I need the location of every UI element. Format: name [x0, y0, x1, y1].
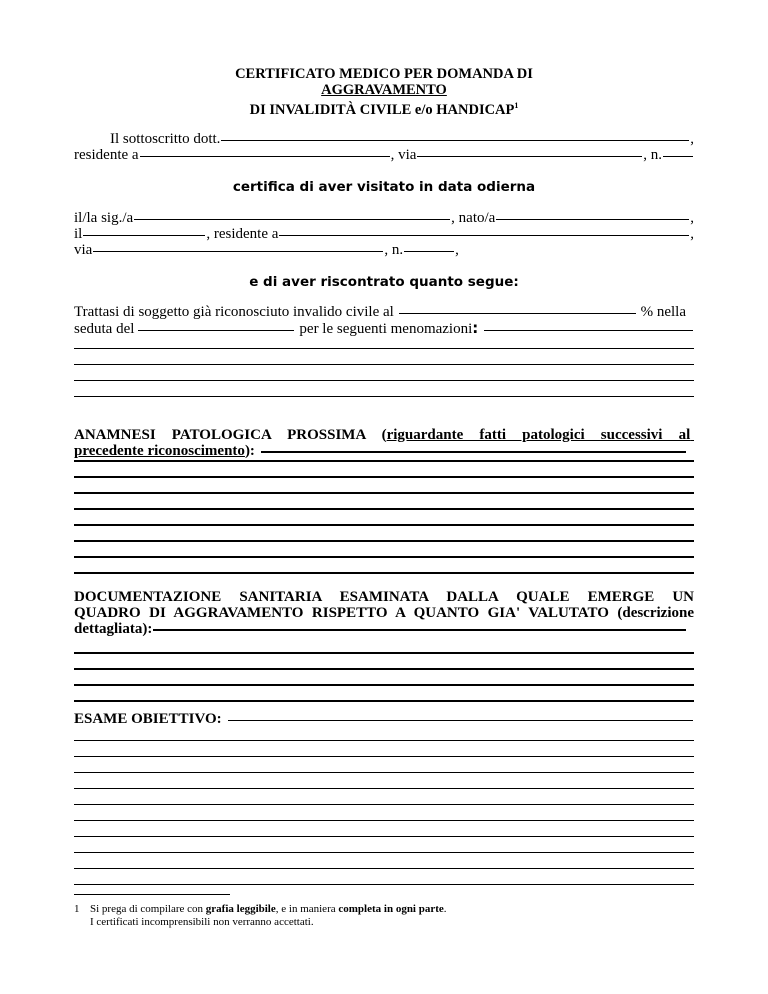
invalidity-intro: Trattasi di soggetto già riconosciuto invalido civile al — [74, 304, 394, 320]
patient-birthdate-field[interactable] — [83, 235, 205, 236]
esame-line[interactable] — [74, 836, 694, 837]
menomazioni-line[interactable] — [74, 380, 694, 381]
documentazione-line[interactable] — [74, 700, 694, 702]
menomazioni-line[interactable] — [74, 396, 694, 397]
title-line-3-wrap — [74, 98, 694, 118]
patient-residence-field[interactable] — [279, 235, 689, 236]
patient-birthplace-field[interactable] — [496, 219, 689, 220]
documentazione-heading-2: QUADRO DI AGGRAVAMENTO RISPETTO A QUANTO GIA' VALUTATO (descrizione — [74, 605, 694, 621]
doctor-residence-field[interactable] — [140, 156, 390, 157]
title-line-1: CERTIFICATO MEDICO PER DOMANDA DI — [235, 66, 533, 82]
anamnesi-heading: ANAMNESI PATOLOGICA PROSSIMA ( — [74, 427, 387, 443]
documentazione-field[interactable] — [153, 629, 686, 631]
patient-n-label: , n. — [384, 242, 404, 258]
documentazione-line[interactable] — [74, 684, 694, 686]
patient-residente-label: , residente a — [206, 226, 279, 242]
certifica-heading: certifica di aver visitato in data odierna — [232, 179, 536, 195]
esame-line — [74, 711, 694, 728]
invalidity-line-1 — [74, 304, 694, 321]
doctor-residente-label: residente a — [74, 147, 139, 163]
invalidity-line-2 — [74, 320, 694, 338]
patient-via-label: via — [74, 242, 93, 258]
anamnesi-line[interactable] — [74, 524, 694, 526]
esame-line[interactable] — [74, 820, 694, 821]
invalidity-percent-label: % nella — [640, 304, 686, 320]
anamnesi-line[interactable] — [74, 460, 694, 462]
esame-line[interactable] — [74, 788, 694, 789]
doctor-number-field[interactable] — [663, 156, 693, 157]
anamnesi-line-2 — [74, 443, 694, 460]
sottoscritto-label: Il sottoscritto dott. — [110, 131, 221, 147]
anamnesi-line[interactable] — [74, 508, 694, 510]
doctor-line-comma: , — [690, 131, 694, 147]
doctor-n-label: , n. — [643, 147, 662, 163]
patient-il-label: il — [74, 226, 83, 242]
documentazione-line[interactable] — [74, 668, 694, 670]
menomazioni-field[interactable] — [484, 330, 693, 331]
esame-field[interactable] — [228, 720, 693, 721]
seduta-date-field[interactable] — [138, 330, 294, 331]
title-footnote-mark: 1 — [514, 101, 519, 110]
anamnesi-paren-text: riguardante fatti patologici successivi al — [386, 427, 691, 443]
esame-line[interactable] — [74, 852, 694, 853]
anamnesi-line[interactable] — [74, 572, 694, 574]
seduta-label: seduta del — [74, 321, 135, 337]
esame-line[interactable] — [74, 868, 694, 869]
footnote-text-d: completa in ogni parte — [338, 903, 444, 915]
footnote-text-e: . — [443, 903, 447, 915]
menomazioni-line[interactable] — [74, 364, 694, 365]
patient-name-field[interactable] — [134, 219, 450, 220]
patient-sig-label: il/la sig./a — [74, 210, 134, 226]
anamnesi-colon: ): — [244, 443, 255, 459]
doctor-via-field[interactable] — [417, 156, 642, 157]
esame-line[interactable] — [74, 884, 694, 885]
footnote-separator — [74, 894, 230, 895]
anamnesi-heading-line — [74, 427, 694, 444]
esame-heading: ESAME OBIETTIVO: — [74, 711, 222, 727]
footnote-text-b: grafia leggibile — [205, 903, 276, 915]
esame-line[interactable] — [74, 756, 694, 757]
footnote-text-1 — [90, 903, 447, 916]
footnote-text-c: , e in maniera — [275, 903, 339, 915]
esame-line[interactable] — [74, 740, 694, 741]
title-line-2: AGGRAVAMENTO — [321, 82, 447, 98]
anamnesi-field[interactable] — [261, 451, 686, 453]
patient-line1-comma: , — [690, 210, 694, 226]
doctor-name-field[interactable] — [221, 140, 689, 141]
documentazione-heading-3: dettagliata): — [74, 621, 153, 637]
patient-line2-comma: , — [690, 226, 694, 242]
footnote-text-a: Si prega di compilare con — [90, 903, 206, 915]
patient-number-field[interactable] — [404, 251, 454, 252]
documentazione-line-3 — [74, 621, 694, 638]
title-line-3: DI INVALIDITÀ CIVILE e/o HANDICAP — [249, 101, 515, 118]
menomazioni-colon: : — [472, 319, 479, 337]
patient-nato-label: , nato/a — [451, 210, 496, 226]
documentazione-line[interactable] — [74, 652, 694, 654]
esame-line[interactable] — [74, 804, 694, 805]
menomazioni-label: per le seguenti menomazioni — [299, 321, 473, 337]
patient-line3-comma: , — [455, 242, 459, 258]
anamnesi-line[interactable] — [74, 540, 694, 542]
footnote-text-2: I certificati incomprensibili non verranno accettati. — [90, 916, 314, 928]
anamnesi-riconoscimento: precedente riconoscimento — [74, 443, 245, 459]
patient-birth-line — [74, 226, 694, 243]
footnote-number: 1 — [74, 903, 80, 915]
esame-line[interactable] — [74, 772, 694, 773]
anamnesi-line[interactable] — [74, 556, 694, 558]
anamnesi-line[interactable] — [74, 476, 694, 478]
doctor-via-label: , via — [390, 147, 417, 163]
documentazione-heading-1: DOCUMENTAZIONE SANITARIA ESAMINATA DALLA QUALE EMERGE UN — [74, 589, 694, 605]
invalidity-percent-field[interactable] — [399, 313, 636, 314]
anamnesi-line[interactable] — [74, 492, 694, 494]
menomazioni-line[interactable] — [74, 348, 694, 349]
riscontrato-heading: e di aver riscontrato quanto segue: — [249, 274, 519, 290]
doctor-residence-line — [74, 147, 694, 164]
doctor-line — [74, 131, 694, 148]
patient-name-line — [74, 210, 694, 227]
patient-address-line — [74, 242, 474, 259]
patient-via-field[interactable] — [93, 251, 383, 252]
